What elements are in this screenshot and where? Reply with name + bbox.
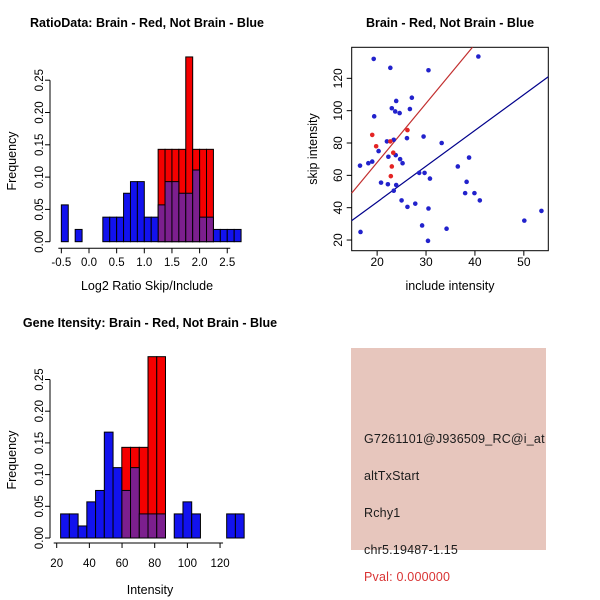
y-tick-label: 0.20 — [34, 400, 46, 423]
y-tick-label: 0.05 — [34, 495, 46, 518]
scatter-point — [456, 164, 461, 169]
scatter-point — [397, 111, 402, 116]
x-tick-label: -0.5 — [51, 257, 72, 269]
probe-id: G7261101@J936509_RC@i_at — [364, 432, 545, 446]
x-axis-title: include intensity — [405, 279, 495, 293]
histogram-bar — [157, 514, 166, 538]
y-tick-label: 20 — [331, 233, 345, 247]
scatter-point — [463, 191, 468, 196]
histogram-bar — [186, 193, 193, 241]
scatter-point — [472, 191, 477, 196]
x-tick-label: 0.5 — [108, 257, 125, 269]
intensity-scatter-svg — [300, 0, 600, 300]
y-tick-label: 0.15 — [34, 431, 46, 455]
scatter-point — [390, 106, 395, 111]
scatter-point — [539, 209, 544, 214]
histogram-bar — [158, 205, 165, 242]
scatter-point — [420, 223, 425, 228]
scatter-point — [426, 206, 431, 211]
histogram-bar — [124, 193, 131, 241]
histogram-bar — [117, 217, 124, 242]
scatter-point — [391, 188, 396, 193]
y-axis-title: skip intensity — [306, 113, 320, 185]
histogram-bar — [235, 514, 244, 538]
x-tick-label: 30 — [419, 255, 433, 269]
histogram-bar — [130, 182, 137, 242]
scatter-point — [422, 171, 427, 176]
scatter-point — [410, 95, 415, 100]
scatter-point — [405, 128, 410, 133]
histogram-bar — [61, 205, 68, 242]
x-tick-label: 20 — [370, 255, 384, 269]
y-tick-label: 0.15 — [34, 133, 46, 156]
histogram-bar — [87, 502, 96, 538]
histogram-bar — [220, 229, 227, 241]
scatter-point — [439, 141, 444, 146]
scatter-point — [366, 161, 371, 166]
histogram-bar — [192, 514, 201, 538]
info-panel — [300, 300, 600, 600]
scatter-point — [393, 109, 398, 114]
histogram-bar — [78, 526, 87, 538]
plot-title: RatioData: Brain - Red, Not Brain - Blue — [29, 16, 265, 30]
histogram-bar — [110, 217, 117, 242]
histogram-bar — [137, 182, 144, 242]
histogram-bar — [151, 217, 158, 242]
histogram-bar — [104, 432, 113, 538]
scatter-panel — [300, 0, 600, 300]
gene-intensity-histogram-svg — [0, 300, 300, 600]
info-box — [351, 348, 546, 584]
histogram-bar — [213, 229, 220, 241]
histogram-bar — [122, 490, 131, 538]
histogram-bar — [75, 229, 82, 241]
y-tick-label: 0.20 — [34, 101, 46, 124]
scatter-point — [358, 163, 363, 168]
x-tick-label: 40 — [468, 255, 482, 269]
y-tick-label: 100 — [331, 100, 345, 121]
x-tick-label: 100 — [177, 558, 197, 570]
x-tick-label: 40 — [82, 558, 96, 570]
scatter-point — [444, 226, 449, 231]
x-axis-title: Intensity — [126, 583, 174, 597]
y-tick-label: 60 — [331, 168, 345, 183]
histogram-bar — [139, 514, 148, 538]
genomic-location: chr5.19487-1.15 — [364, 543, 459, 557]
scatter-point — [399, 198, 404, 203]
histogram-bar — [103, 217, 110, 242]
histogram-bar — [148, 357, 157, 538]
y-tick-label: 0.00 — [34, 230, 46, 253]
y-tick-label: 0.00 — [34, 526, 46, 550]
x-axis-title: Log2 Ratio Skip/Include — [80, 279, 214, 293]
histogram-bar — [148, 514, 157, 538]
splice-event-type: altTxStart — [364, 469, 420, 483]
scatter-point — [417, 171, 422, 176]
scatter-point — [371, 57, 376, 62]
scatter-point — [464, 180, 469, 185]
y-tick-label: 0.25 — [34, 69, 46, 92]
histogram-bar — [227, 514, 236, 538]
scatter-point — [476, 54, 481, 59]
x-tick-label: 2.0 — [191, 257, 208, 269]
x-tick-label: 120 — [210, 558, 230, 570]
y-axis-title: Frequency — [5, 430, 19, 490]
histogram-bar — [96, 490, 105, 538]
y-tick-label: 80 — [331, 136, 345, 150]
histogram-bar — [131, 468, 140, 538]
x-tick-label: 50 — [517, 255, 531, 269]
scatter-point — [388, 139, 393, 144]
y-tick-label: 40 — [331, 201, 345, 215]
scatter-point — [374, 144, 379, 149]
histogram-bar — [179, 193, 186, 241]
scatter-point — [405, 136, 410, 141]
scatter-point — [358, 230, 363, 235]
y-tick-label: 0.25 — [34, 368, 46, 391]
scatter-point — [394, 99, 399, 104]
histogram-bar — [200, 217, 207, 242]
histogram-bar — [183, 502, 192, 538]
gene-name: Rchy1 — [364, 506, 401, 520]
scatter-point — [386, 182, 391, 187]
y-tick-label: 0.05 — [34, 198, 46, 221]
scatter-point — [413, 201, 418, 206]
gene-intensity-histogram-panel — [0, 300, 300, 600]
y-tick-label: 120 — [331, 68, 345, 89]
x-tick-label: 60 — [115, 558, 129, 570]
scatter-point — [390, 164, 395, 169]
histogram-bar — [193, 170, 200, 242]
scatter-point — [426, 68, 431, 73]
pvalue: Pval: 0.000000 — [364, 570, 451, 584]
y-tick-label: 0.10 — [34, 165, 46, 189]
scatter-point — [388, 66, 393, 71]
histogram-bar — [144, 217, 151, 242]
scatter-point — [467, 155, 472, 160]
scatter-point — [405, 205, 410, 210]
scatter-point — [522, 218, 527, 223]
scatter-point — [408, 107, 413, 112]
plot-title: Brain - Red, Not Brain - Blue — [365, 16, 535, 30]
histogram-bar — [61, 514, 70, 538]
histogram-bar — [165, 182, 172, 242]
histogram-bar — [157, 357, 166, 538]
histogram-bar — [174, 514, 183, 538]
histogram-bar — [227, 229, 234, 241]
scatter-point — [370, 159, 375, 164]
scatter-point — [379, 180, 384, 185]
ratio-histogram-panel — [0, 0, 300, 300]
plot-title: Gene Itensity: Brain - Red, Not Brain - Blue — [22, 316, 278, 330]
not-brain-fit-line — [352, 77, 549, 221]
scatter-point — [386, 154, 391, 159]
histogram-bar — [207, 217, 214, 242]
x-tick-label: 1.0 — [136, 257, 153, 269]
x-tick-label: 20 — [50, 558, 64, 570]
y-tick-label: 0.10 — [34, 463, 46, 486]
scatter-point — [398, 157, 403, 162]
scatter-point — [426, 239, 431, 244]
scatter-point — [370, 133, 375, 138]
y-axis-title: Frequency — [5, 131, 19, 191]
scatter-point — [394, 183, 399, 188]
scatter-point — [372, 114, 377, 119]
histogram-bar — [234, 229, 241, 241]
histogram-bar — [172, 182, 179, 242]
ratio-histogram-svg — [0, 0, 300, 300]
scatter-point — [400, 161, 405, 166]
brain-fit-line — [352, 47, 473, 193]
histogram-bar — [69, 514, 78, 538]
scatter-point — [478, 198, 483, 203]
scatter-point — [428, 176, 433, 181]
x-tick-label: 80 — [148, 558, 162, 570]
scatter-point — [421, 134, 426, 139]
scatter-point — [389, 174, 394, 179]
scatter-point — [376, 149, 381, 154]
scatter-point — [391, 150, 396, 155]
x-tick-label: 2.5 — [219, 257, 236, 269]
x-tick-label: 0.0 — [81, 257, 97, 269]
histogram-bar — [113, 468, 122, 538]
x-tick-label: 1.5 — [163, 257, 180, 269]
